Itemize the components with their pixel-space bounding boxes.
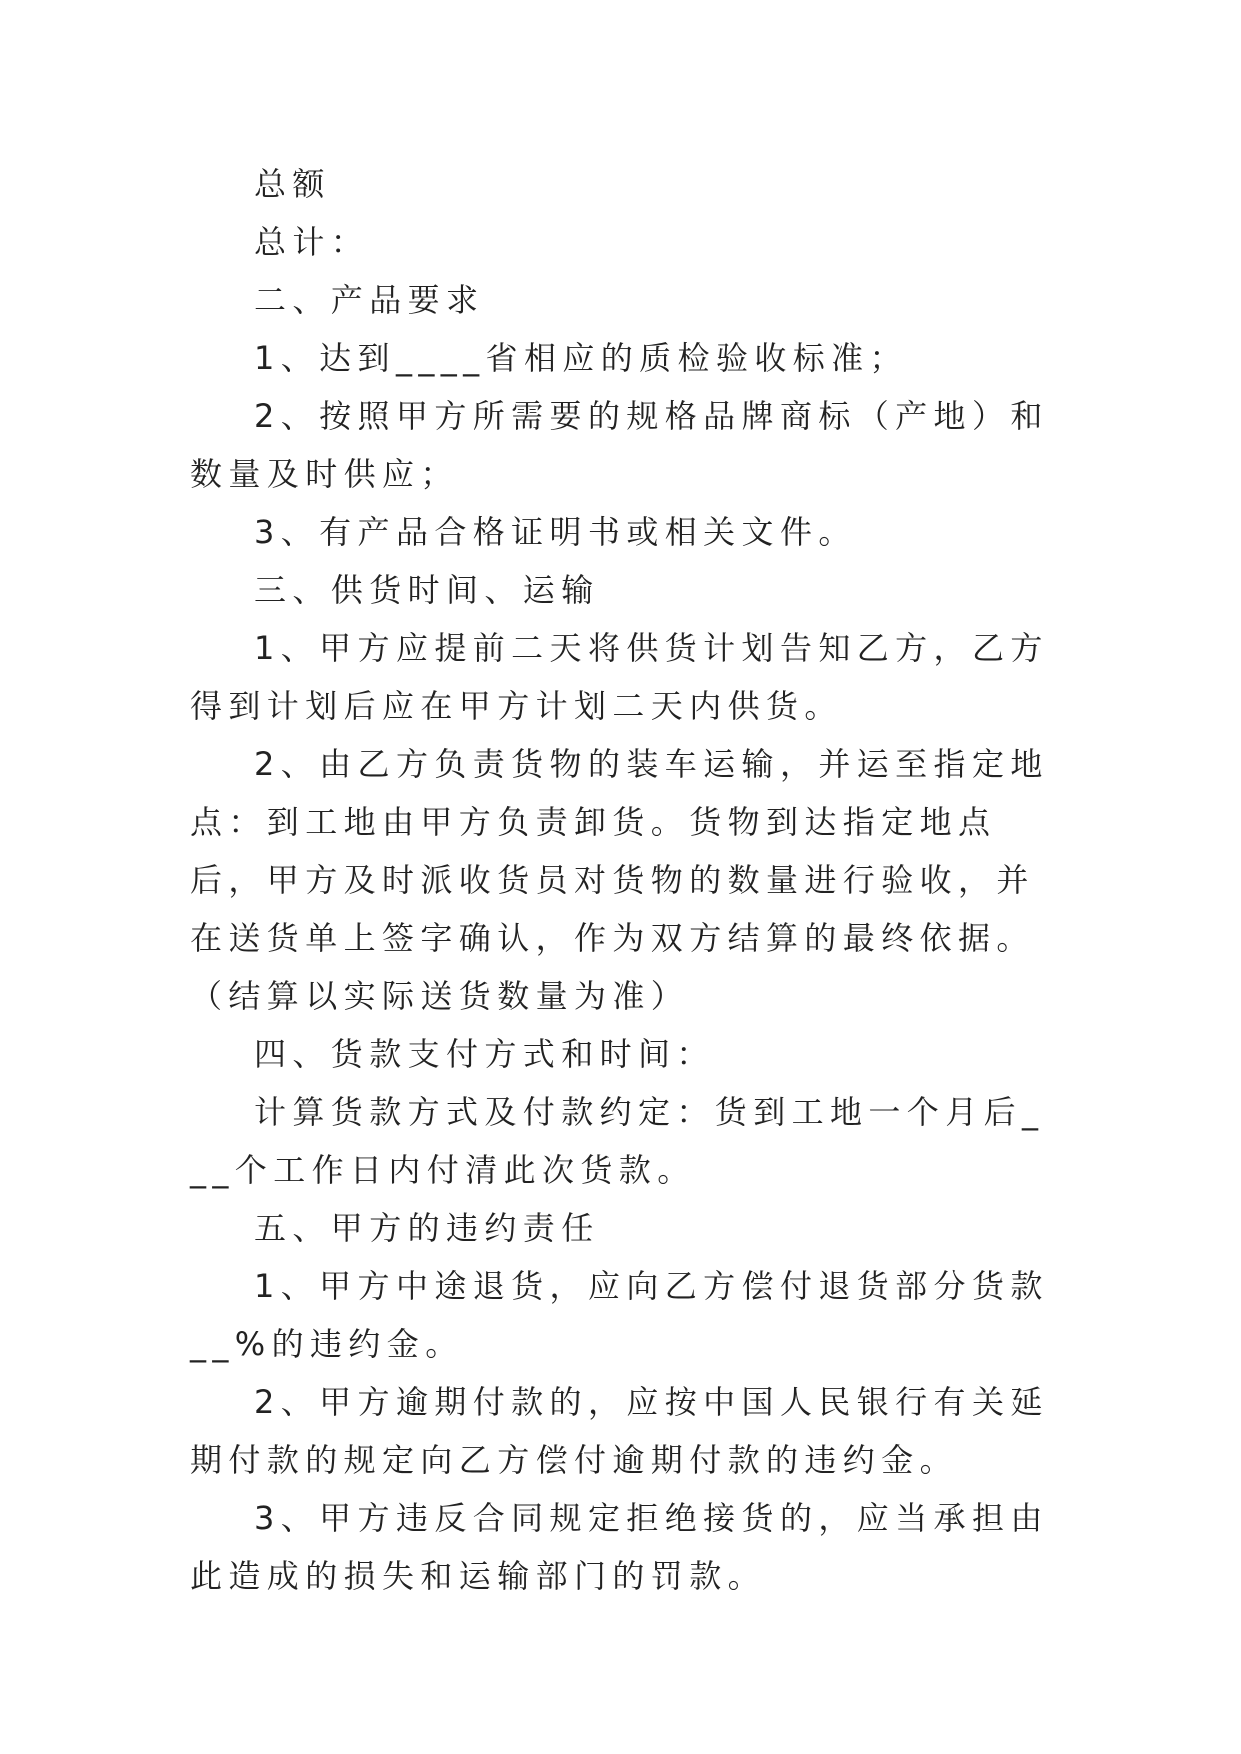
paragraph-refusal-liability: 3、甲方违反合同规定拒绝接货的，应当承担由此造成的损失和运输部门的罚款。 (190, 1499, 1049, 1595)
section-heading-product-requirements: 二、产品要求 (254, 281, 485, 319)
paragraph-late-payment: 2、甲方逾期付款的，应按中国人民银行有关延期付款的规定向乙方偿付逾期付款的违约金。 (190, 1383, 1049, 1479)
paragraph-loading-transport: 2、由乙方负责货物的装车运输，并运至指定地点：到工地由甲方负责卸货。货物到达指定地点后，甲方及时派收货员对货物的数量进行验收，并在送货单上签字确认，作为双方结算的最终依据。（结算以实际送货数量为准） (190, 745, 1049, 1015)
section-heading-party-a-liability: 五、甲方的违约责任 (254, 1209, 600, 1247)
paragraph-quality-standard: 1、达到____省相应的质检验收标准； (254, 339, 908, 377)
paragraph-payment-terms: 计算货款方式及付款约定：货到工地一个月后___个工作日内付清此次货款。 (190, 1093, 1045, 1189)
section-heading-delivery-transport: 三、供货时间、运输 (254, 571, 600, 609)
paragraph-timely-supply: 2、按照甲方所需要的规格品牌商标（产地）和数量及时供应； (190, 397, 1049, 493)
paragraph-certificate: 3、有产品合格证明书或相关文件。 (254, 513, 857, 551)
paragraph-return-penalty: 1、甲方中途退货，应向乙方偿付退货部分货款__%的违约金。 (190, 1267, 1049, 1363)
paragraph-grand-total: 总计： (254, 223, 370, 261)
document-body (190, 155, 1050, 1605)
paragraph-total-amount: 总额 (254, 165, 331, 203)
paragraph-supply-plan: 1、甲方应提前二天将供货计划告知乙方，乙方得到计划后应在甲方计划二天内供货。 (190, 629, 1049, 725)
section-heading-payment: 四、货款支付方式和时间： (254, 1035, 715, 1073)
